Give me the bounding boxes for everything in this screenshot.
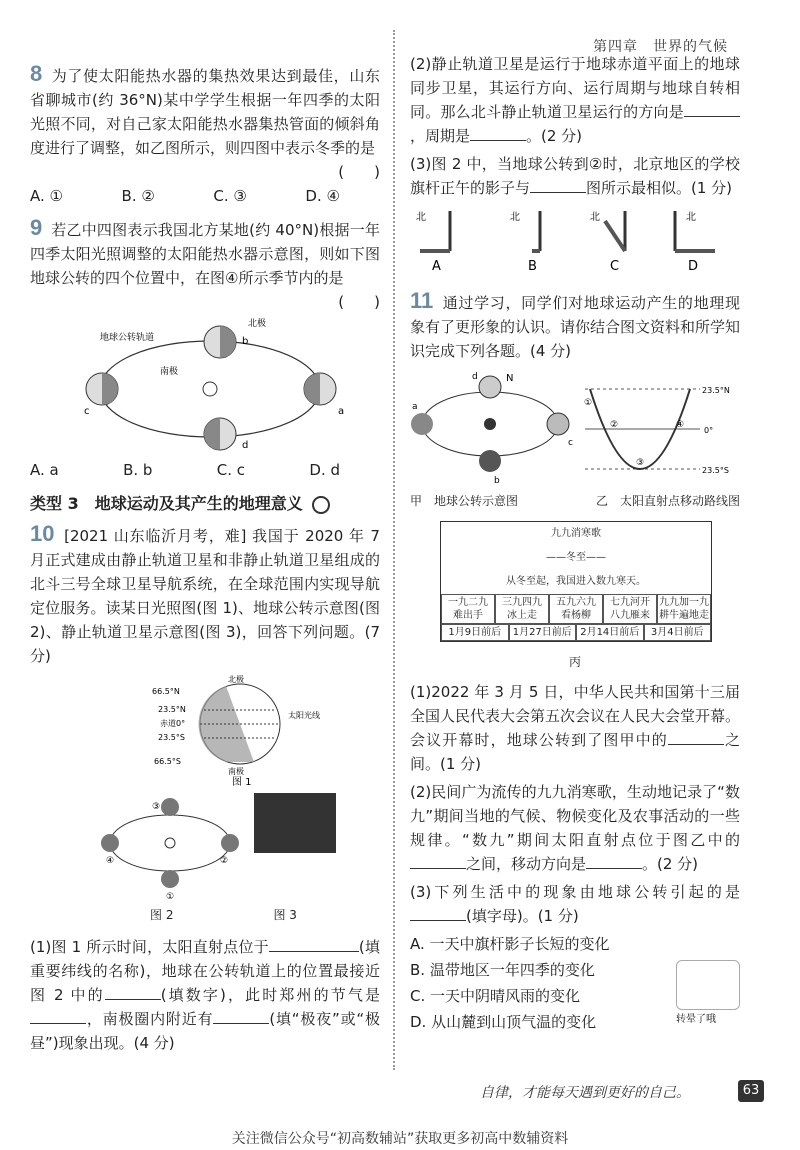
orbit-diagram-q9 (80, 314, 380, 454)
target-icon (312, 496, 330, 514)
label-23n: 23.5°N (702, 386, 730, 395)
figure-2-orbit (100, 793, 240, 903)
option-d[interactable]: D. d (309, 461, 340, 479)
table-row: 一九二九 难出手 三九四九 冰上走 五九六九 看杨柳 七九河开 八九雁来 九九加一九 耕牛遍地走 (441, 594, 711, 624)
question-text: 通过学习，同学们对地球运动产生的地理现象有了更形象的认识。请你结合图文资料和所学知识完成下列各题。(4 分) (410, 294, 741, 360)
question-9 (30, 215, 380, 311)
figure-3 (254, 793, 336, 853)
label-N: N (506, 373, 514, 384)
figure-yi-path (580, 369, 740, 489)
svg-text:C: C (610, 259, 620, 274)
figure-row (100, 793, 380, 903)
answer-paren: ( ) (338, 163, 380, 181)
answer-blank[interactable] (410, 904, 466, 921)
pos-1: ① (166, 892, 175, 902)
option-b[interactable]: B. ② (121, 187, 155, 205)
label-b: b (242, 336, 249, 347)
question-10-sub2: (2)静止轨道卫星是运行于地球赤道平面上的地球同步卫星，其运行方向、运行周期与地球自转相同。那么北斗静止轨道卫星运行的方向是，周期是 。(2 分) (410, 55, 740, 145)
option-c[interactable]: C. ③ (213, 187, 247, 205)
answer-blank[interactable] (586, 852, 642, 869)
label-a: a (412, 402, 418, 412)
svg-text:A: A (432, 259, 441, 274)
answer-paren: ( ) (338, 293, 380, 311)
option-b[interactable]: B. 温带地区一年四季的变化 (410, 961, 595, 979)
label-south: 南极 (228, 767, 244, 776)
question-10-sub1: (1)图 1 所示时间，太阳直射点位于 (填重要纬线的名称)，地球在公转轨道上的位置最接近图 2 中的 (填数字)，此时郑州的节气是，南极圈内附近有 (填“极夜”或“极昼”)现象出现。(4 分) (30, 935, 380, 1055)
question-number: 10 (30, 521, 55, 546)
lat-66s: 66.5°S (154, 757, 181, 766)
shadow-option-a[interactable] (416, 211, 450, 274)
point-2: ② (610, 420, 619, 430)
label-sunlight: 太阳光线 (288, 711, 320, 720)
footer-slogan: 自律，才能每天遇到更好的自己。 (480, 1085, 690, 1101)
pos-3: ③ (152, 802, 161, 812)
svg-text:北: 北 (590, 212, 600, 223)
label-orbit: 地球公转轨道 (100, 333, 155, 343)
question-text: 若乙中四图表示我国北方某地(约 40°N)根据一年四季太阳光照调整的太阳能热水器示意图，则如下图地球公转的四个位置中，在图④所示季节内的是 (30, 221, 380, 287)
table-intro: 从冬至起，我国进入数九寒天。 (506, 576, 646, 587)
options-q9 (30, 458, 340, 482)
right-column (410, 52, 740, 1036)
label-north: 北极 (228, 675, 244, 684)
label-c: c (84, 406, 90, 417)
figure-captions-11 (410, 489, 740, 513)
answer-blank[interactable] (668, 728, 724, 745)
label-d: d (242, 440, 249, 451)
earth-b (204, 326, 236, 358)
answer-blank[interactable] (269, 935, 359, 952)
caption-jia: 甲 地球公转示意图 (410, 494, 519, 508)
label-23s: 23.5°S (702, 466, 729, 475)
point-1: ① (584, 398, 593, 408)
question-11-sub1: (1)2022 年 3 月 5 日，中华人民共和国第十三届全国人民代表大会第五次会议在人民大会堂开幕。会议开幕时，地球公转到了图甲中的 之间。(1 分) (410, 683, 741, 773)
figure-row-11 (410, 369, 740, 489)
label-c: c (568, 438, 573, 448)
satellite-photo (254, 793, 336, 853)
point-3: ③ (636, 458, 645, 468)
option-a[interactable]: A. ① (30, 187, 63, 205)
caption-bing: 丙 (568, 655, 581, 669)
svg-text:B: B (528, 259, 537, 274)
lat-23n: 23.5°N (158, 705, 186, 714)
question-number: 9 (30, 215, 43, 240)
point-4: ④ (676, 420, 685, 430)
column-divider (393, 30, 395, 1070)
chapter-header: 第四章 世界的气候 (593, 39, 728, 55)
figure-3-caption: 图 3 (273, 908, 297, 922)
answer-blank[interactable] (530, 176, 586, 193)
options-q8 (30, 184, 340, 208)
sun-icon (203, 382, 217, 396)
nine-nine-table (440, 521, 712, 642)
label-d: d (472, 372, 478, 382)
svg-text:D: D (688, 259, 699, 274)
question-10 (30, 522, 380, 668)
answer-blank[interactable] (684, 100, 740, 117)
caption-yi: 乙 太阳直射点移动路线图 (595, 494, 740, 508)
answer-blank[interactable] (30, 1007, 86, 1024)
earth-d (204, 418, 236, 450)
option-a[interactable]: A. 一天中旗杆影子长短的变化 (410, 935, 610, 953)
pos-4: ④ (106, 856, 115, 866)
pos-2: ② (220, 856, 229, 866)
label-north-pole: 北极 (248, 319, 267, 329)
question-text: 我国于 2020 年 7 月正式建成由静止轨道卫星和非静止轨道卫星组成的北斗三号全球卫星导航系统，在全球范围内实现导航定位服务。读某日光照图(图 1)、地球公转示意图(图 2)、静止轨道卫星示意图(图 3)，回答下列问题。(7 分) (30, 527, 380, 665)
option-b[interactable]: B. b (123, 461, 153, 479)
figure-captions (150, 903, 380, 927)
shadow-option-c[interactable] (590, 211, 625, 274)
question-11-sub2: (2)民间广为流传的九九消寒歌，生动地记录了“数九”期间当地的气候、物候变化及农事活动的一些规律。“数九”期间太阳直射点位于图乙中的之间，移动方向是 。(2 分) (410, 783, 740, 873)
shadow-option-d[interactable] (675, 211, 715, 274)
figure-2-caption: 图 2 (150, 908, 174, 922)
question-source: [2021 山东临沂月考，难] (64, 527, 247, 545)
answer-blank[interactable] (470, 124, 526, 141)
table-title: 九九消寒歌 (551, 528, 601, 539)
lat-66n: 66.5°N (152, 687, 180, 696)
question-11-sub3: (3)下列生活中的现象由地球公转引起的是(填字母)。(1 分) (410, 883, 740, 925)
option-c[interactable]: C. c (216, 461, 246, 479)
label-0: 0° (704, 426, 714, 435)
cartoon-image (676, 960, 740, 1010)
question-text: 为了使太阳能热水器的集热效果达到最佳，山东省聊城市(约 36°N)某中学学生根据一年四季的太阳光照不同，对自己家太阳能热水器集热管面的倾斜角度进行了调整，如乙图所示，则四图中表示冬季的是 (30, 67, 380, 157)
option-a[interactable]: A. a (30, 461, 59, 479)
page-number: 63 (738, 1080, 764, 1102)
figure-1-illumination (140, 672, 340, 787)
earth-c (86, 373, 118, 405)
left-column (30, 62, 380, 1059)
svg-text:北: 北 (510, 212, 520, 223)
label-a: a (338, 406, 345, 417)
cartoon-caption: 转晕了哦 (676, 1014, 716, 1025)
question-number: 11 (410, 288, 434, 313)
option-c[interactable]: C. 一天中阴晴风雨的变化 (410, 987, 581, 1005)
figure-caption: 图 1 (232, 777, 252, 787)
shadow-options (410, 206, 720, 281)
earth-a (304, 373, 336, 405)
table-row-dates: 1月9日前后 1月27日前后 2月14日前后 3月4日前后 (441, 624, 711, 641)
option-d[interactable]: D. 从山麓到山顶气温的变化 (410, 1013, 597, 1031)
section-title: 类型 3 地球运动及其产生的地理意义 (30, 492, 380, 516)
option-d[interactable]: D. ④ (305, 187, 340, 205)
question-number: 8 (30, 61, 43, 86)
answer-blank[interactable] (105, 983, 161, 1000)
question-10-sub3: (3)图 2 中，当地球公转到②时，北京地区的学校旗杆正午的影子与 图所示最相似。(1 分) (410, 155, 740, 197)
table-sub: ——冬至—— (546, 552, 606, 563)
question-11 (410, 289, 740, 363)
shadow-option-b[interactable] (510, 211, 540, 274)
lat-equator: 赤道0° (160, 719, 186, 728)
svg-text:北: 北 (416, 212, 426, 223)
answer-blank[interactable] (213, 1007, 269, 1024)
question-8 (30, 61, 380, 181)
label-b: b (494, 476, 500, 486)
lat-23s: 23.5°S (158, 733, 185, 742)
label-south-pole: 南极 (160, 367, 179, 377)
answer-blank[interactable] (410, 852, 466, 869)
bottom-note: 关注微信公众号“初高数辅站”获取更多初高中数辅资料 (231, 1131, 569, 1147)
figure-jia-orbit (410, 369, 575, 489)
svg-text:北: 北 (686, 212, 696, 223)
